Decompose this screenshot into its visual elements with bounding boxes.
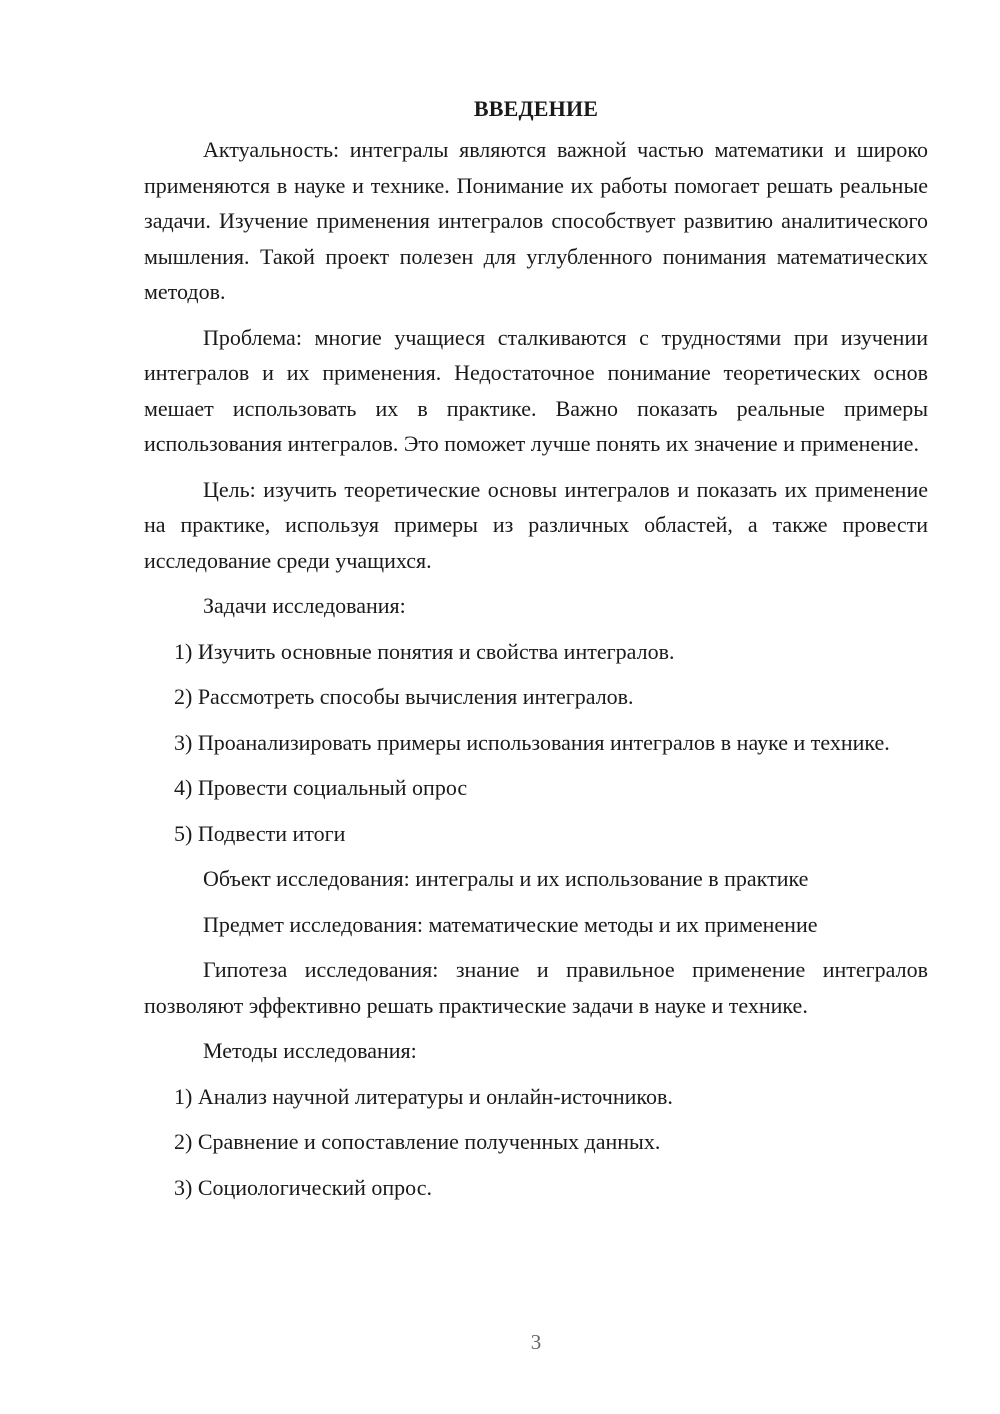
- hypothesis-paragraph: Гипотеза исследования: знание и правильное применение интегралов позволяют эффективно решать практические задачи в науке и технике.: [144, 957, 928, 1018]
- method-item-2: 2) Сравнение и сопоставление полученных данных.: [174, 1129, 661, 1154]
- problem-paragraph: Проблема: многие учащиеся сталкиваются с трудностями при изучении интегралов и их применения. Недостаточное понимание теоретических основ мешает использовать их в практике. Важно показать реальные примеры использования интегралов. Это поможет лучше понять их значение и применение.: [144, 324, 928, 456]
- task-item-4: 4) Провести социальный опрос: [174, 775, 468, 800]
- goal-paragraph: Цель: изучить теоретические основы интегралов и показать их применение на практике, используя примеры из различных областей, а также провести исследование среди учащихся.: [144, 476, 928, 573]
- relevance-paragraph: Актуальность: интегралы являются важной частью математики и широко применяются в науке и технике. Понимание их работы помогает решать реальные задачи. Изучение применения интегралов способствует развитию аналитического мышления. Такой проект полезен для углубленного понимания математических методов.: [144, 137, 928, 304]
- task-item-3: 3) Проанализировать примеры использования интегралов в науке и технике.: [174, 729, 890, 755]
- task-item-2: 2) Рассмотреть способы вычисления интегралов.: [174, 684, 634, 709]
- method-item-3: 3) Социологический опрос.: [174, 1174, 432, 1200]
- tasks-label: Задачи исследования:: [203, 593, 406, 618]
- method-item-1: 1) Анализ научной литературы и онлайн-источников.: [174, 1083, 673, 1109]
- page-heading: ВВЕДЕНИЕ: [473, 96, 599, 121]
- page-content: [144, 92, 928, 1205]
- object-line: Объект исследования: интегралы и их использование в практике: [203, 866, 809, 891]
- task-item-1: 1) Изучить основные понятия и свойства интегралов.: [174, 638, 675, 664]
- subject-line: Предмет исследования: математические методы и их применение: [203, 911, 818, 937]
- page-number: 3: [530, 1330, 542, 1354]
- task-item-5: 5) Подвести итоги: [174, 820, 346, 846]
- methods-label: Методы исследования:: [203, 1038, 417, 1063]
